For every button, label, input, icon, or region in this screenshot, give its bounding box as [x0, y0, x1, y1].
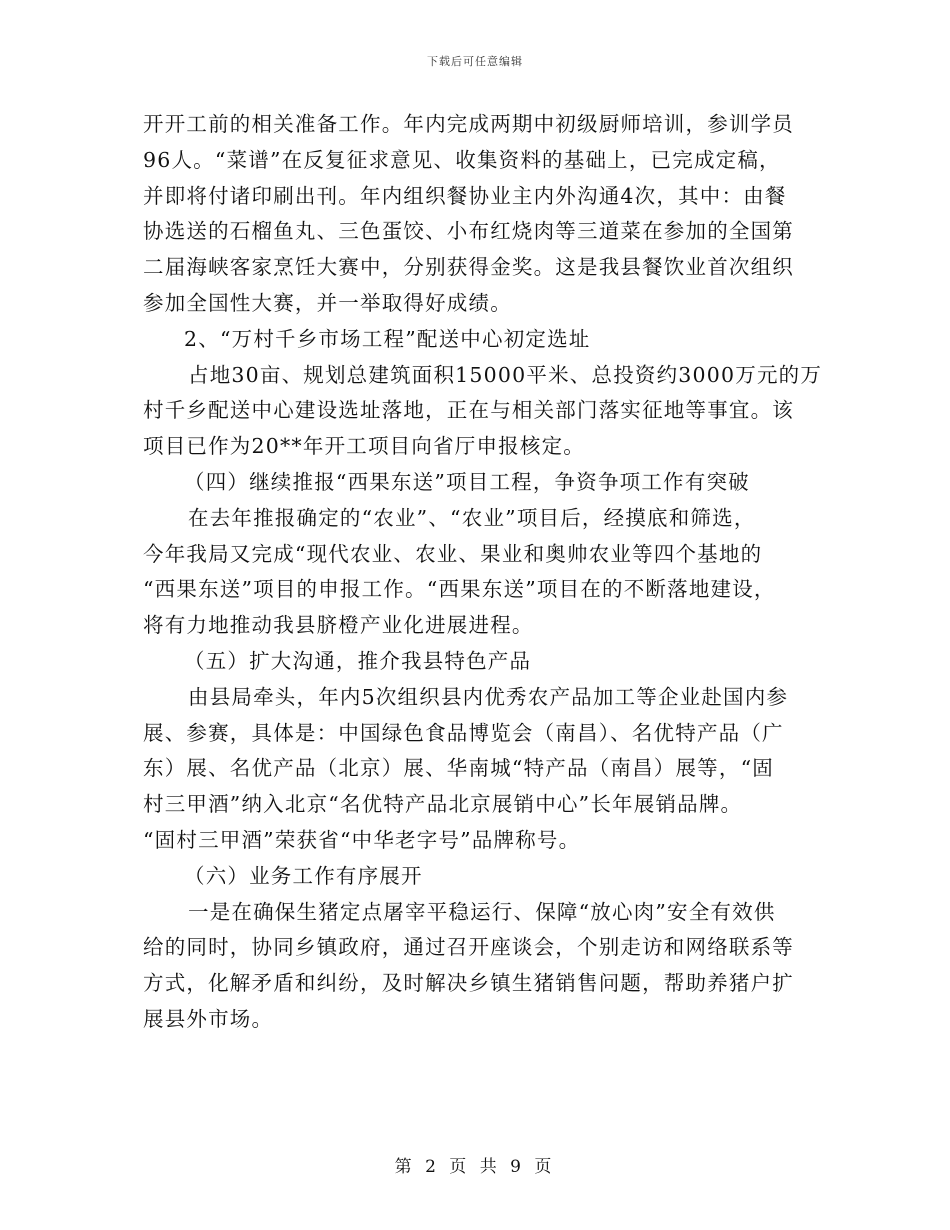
- paragraph-line: 96人。“菜谱”在反复征求意见、收集资料的基础上，已完成定稿，: [143, 147, 781, 172]
- section-heading: （六）业务工作有序展开: [184, 863, 423, 888]
- paragraph-line: 村三甲酒”纳入北京“名优特产品北京展销中心”长年展销品牌。: [143, 792, 743, 817]
- paragraph-line: 由县局牵头，年内5次组织县内优秀农产品加工等企业赴国内参: [188, 684, 789, 709]
- paragraph-line: 项目已作为20**年开工项目向省厅申报核定。: [143, 434, 585, 459]
- paragraph-line: 协选送的石榴鱼丸、三色蛋饺、小布红烧肉等三道菜在参加的全国第: [143, 219, 794, 244]
- paragraph-line: 展、参赛，具体是：中国绿色食品博览会（南昌）、名优特产品（广: [143, 720, 784, 745]
- paragraph-line: 将有力地推动我县脐橙产业化进展进程。: [143, 613, 534, 638]
- section-heading: （四）继续推报“西果东送”项目工程，争资争项工作有突破: [184, 469, 750, 494]
- paragraph-line: 展县外市场。: [143, 1006, 274, 1031]
- paragraph-line: 并即将付诸印刷出刊。年内组织餐协业主内外沟通4次，其中：由餐: [143, 183, 787, 208]
- page-number: 第 2 页 共 9 页: [394, 1157, 556, 1177]
- download-note: 下载后可任意编辑: [427, 55, 523, 68]
- paragraph-line: “固村三甲酒”荣获省“中华老字号”品牌称号。: [143, 827, 581, 852]
- paragraph-line: 占地30亩、规划总建筑面积15000平米、总投资约3000万元的万: [188, 362, 823, 387]
- paragraph-line: 在去年推报确定的“农业”、“农业”项目后，经摸底和筛选，: [188, 505, 756, 530]
- paragraph-line: 今年我局又完成“现代农业、农业、果业和奥帅农业等四个基地的: [143, 541, 763, 566]
- paragraph-line: 一是在确保生猪定点屠宰平稳运行、保障“放心肉”安全有效供: [188, 899, 776, 924]
- paragraph-line: 参加全国性大赛，并一举取得好成绩。: [143, 290, 512, 315]
- document-body: [143, 107, 823, 1038]
- paragraph-line: 二届海峡客家烹饪大赛中，分别获得金奖。这是我县餐饮业首次组织: [143, 255, 794, 280]
- paragraph-line: 村千乡配送中心建设选址落地，正在与相关部门落实征地等事宜。该: [143, 398, 794, 423]
- paragraph-line: 给的同时，协同乡镇政府，通过召开座谈会，个别走访和网络联系等: [143, 935, 794, 960]
- section-heading: 2、“万村千乡市场工程”配送中心初定选址: [184, 326, 591, 351]
- paragraph-line: 方式，化解矛盾和纠纷，及时解决乡镇生猪销售问题，帮助养猪户扩: [143, 971, 794, 996]
- paragraph-line: 东）展、名优产品（北京）展、华南城“特产品（南昌）展等，“固: [143, 756, 774, 781]
- paragraph-line: “西果东送”项目的申报工作。“西果东送”项目在的不断落地建设，: [143, 577, 776, 602]
- section-heading: （五）扩大沟通，推介我县特色产品: [184, 648, 532, 673]
- paragraph-line: 开开工前的相关准备工作。年内完成两期中初级厨师培训，参训学员: [143, 112, 794, 136]
